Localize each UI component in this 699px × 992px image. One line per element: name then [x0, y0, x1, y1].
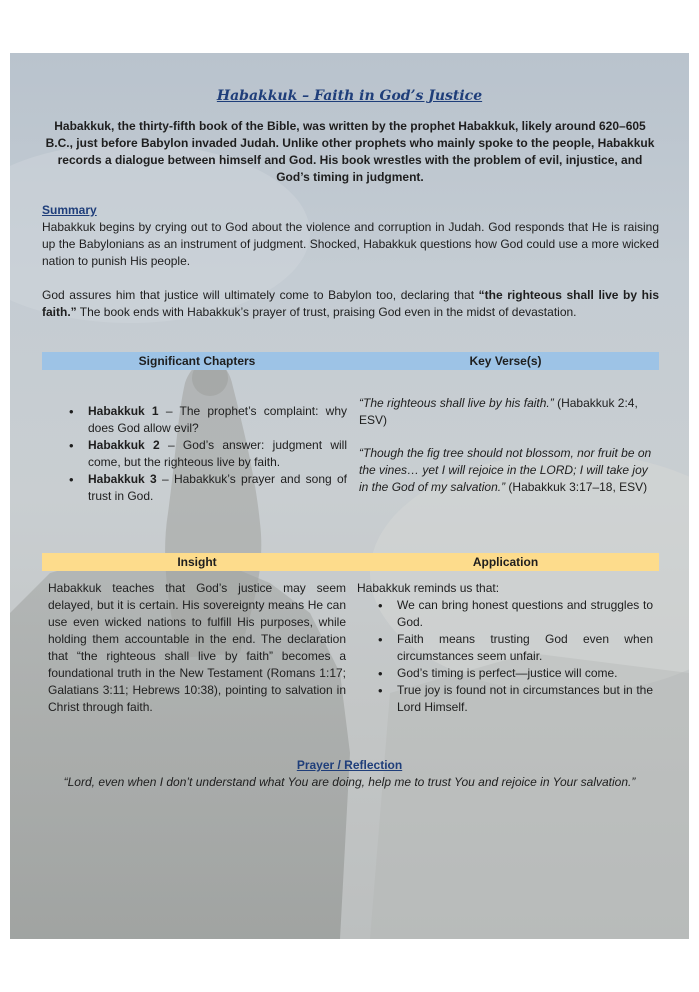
chapter-desc: – Habakkuk’s prayer and song of trust in God.	[88, 472, 347, 503]
summary-paragraph-2	[42, 287, 659, 321]
summary-heading: Summary	[42, 203, 97, 217]
chapter-desc: – God’s answer: judgment will come, but the righteous live by faith.	[88, 438, 347, 469]
key-verses-header: Key Verse(s)	[352, 352, 659, 370]
chapter-ref: Habakkuk 2	[88, 438, 160, 452]
chapters-list	[66, 403, 347, 505]
insight-header: Insight	[42, 553, 352, 571]
page-title: Habakkuk – Faith in God’s Justice	[216, 88, 483, 104]
summary-p2-key-phrase: “the righteous shall live by his faith.”	[42, 288, 660, 319]
application-item: • We can bring honest questions and struggles to God.	[375, 597, 653, 631]
key-verse-1-quote: “The righteous shall live by his faith.”	[359, 396, 554, 410]
prayer-text: “Lord, even when I don’t understand what You are doing, help me to trust You and rejoice in Your salvation.”	[63, 775, 636, 789]
chapter-ref: Habakkuk 1	[88, 404, 159, 418]
application-list	[375, 597, 653, 716]
application-lead: Habakkuk reminds us that:	[357, 581, 500, 595]
key-verse-2	[359, 445, 655, 496]
summary-p2-end: The book ends with Habakkuk’s prayer of trust, praising God even in the midst of devastation.	[76, 305, 577, 319]
application-header: Application	[352, 553, 659, 571]
chapters-header: Significant Chapters	[42, 352, 352, 370]
key-verse-1	[359, 395, 655, 429]
chapter-item	[66, 471, 347, 505]
intro-paragraph: Habakkuk, the thirty-fifth book of the Bible, was written by the prophet Habakkuk, likely around 620–605 B.C., just before Babylon invaded Judah. Unlike other prophets who mainly spoke to the people, Habakkuk records a dialogue between himself and God. His book wrestles with the problem of evil, injustice, and God’s timing in judgment.	[45, 119, 655, 184]
key-verse-2-quote: “Though the fig tree should not blossom, nor fruit be on the vines… yet I will rejoice in the LORD; I will take joy in the God of my salvation.”	[359, 446, 652, 494]
insight-paragraph: Habakkuk teaches that God’s justice may seem delayed, but it is certain. His sovereignty means He can use even wicked nations to fulfill His purposes, while holding them accountable in the end. The declaration that “the righteous shall live by faith” becomes a foundational truth in the New Testament (Romans 1:17; Galatians 3:11; Hebrews 10:38), pointing to salvation in Christ through faith.	[48, 581, 346, 714]
summary-paragraph-1: Habakkuk begins by crying out to God about the violence and corruption in Judah. God responds that He is raising up the Babylonians as an instrument of judgment. Shocked, Habakkuk questions how God could use a more wicked nation to punish His people.	[42, 220, 659, 268]
key-verse-2-ref: (Habakkuk 3:17–18, ESV)	[505, 480, 648, 494]
chapter-item	[66, 403, 347, 437]
chapter-item	[66, 437, 347, 471]
summary-p2-start: God assures him that justice will ultimately come to Babylon too, declaring that	[42, 288, 479, 302]
chapter-ref: Habakkuk 3	[88, 472, 157, 486]
prayer-heading: Prayer / Reflection	[296, 758, 403, 772]
application-item: • Faith means trusting God even when circumstances seem unfair.	[375, 631, 653, 665]
application-item: • True joy is found not in circumstances but in the Lord Himself.	[375, 682, 653, 716]
key-verse-1-ref: (Habakkuk 2:4, ESV)	[359, 396, 638, 427]
chapter-desc: – The prophet’s complaint: why does God allow evil?	[88, 404, 348, 435]
application-item: • God’s timing is perfect—justice will come.	[375, 665, 653, 682]
